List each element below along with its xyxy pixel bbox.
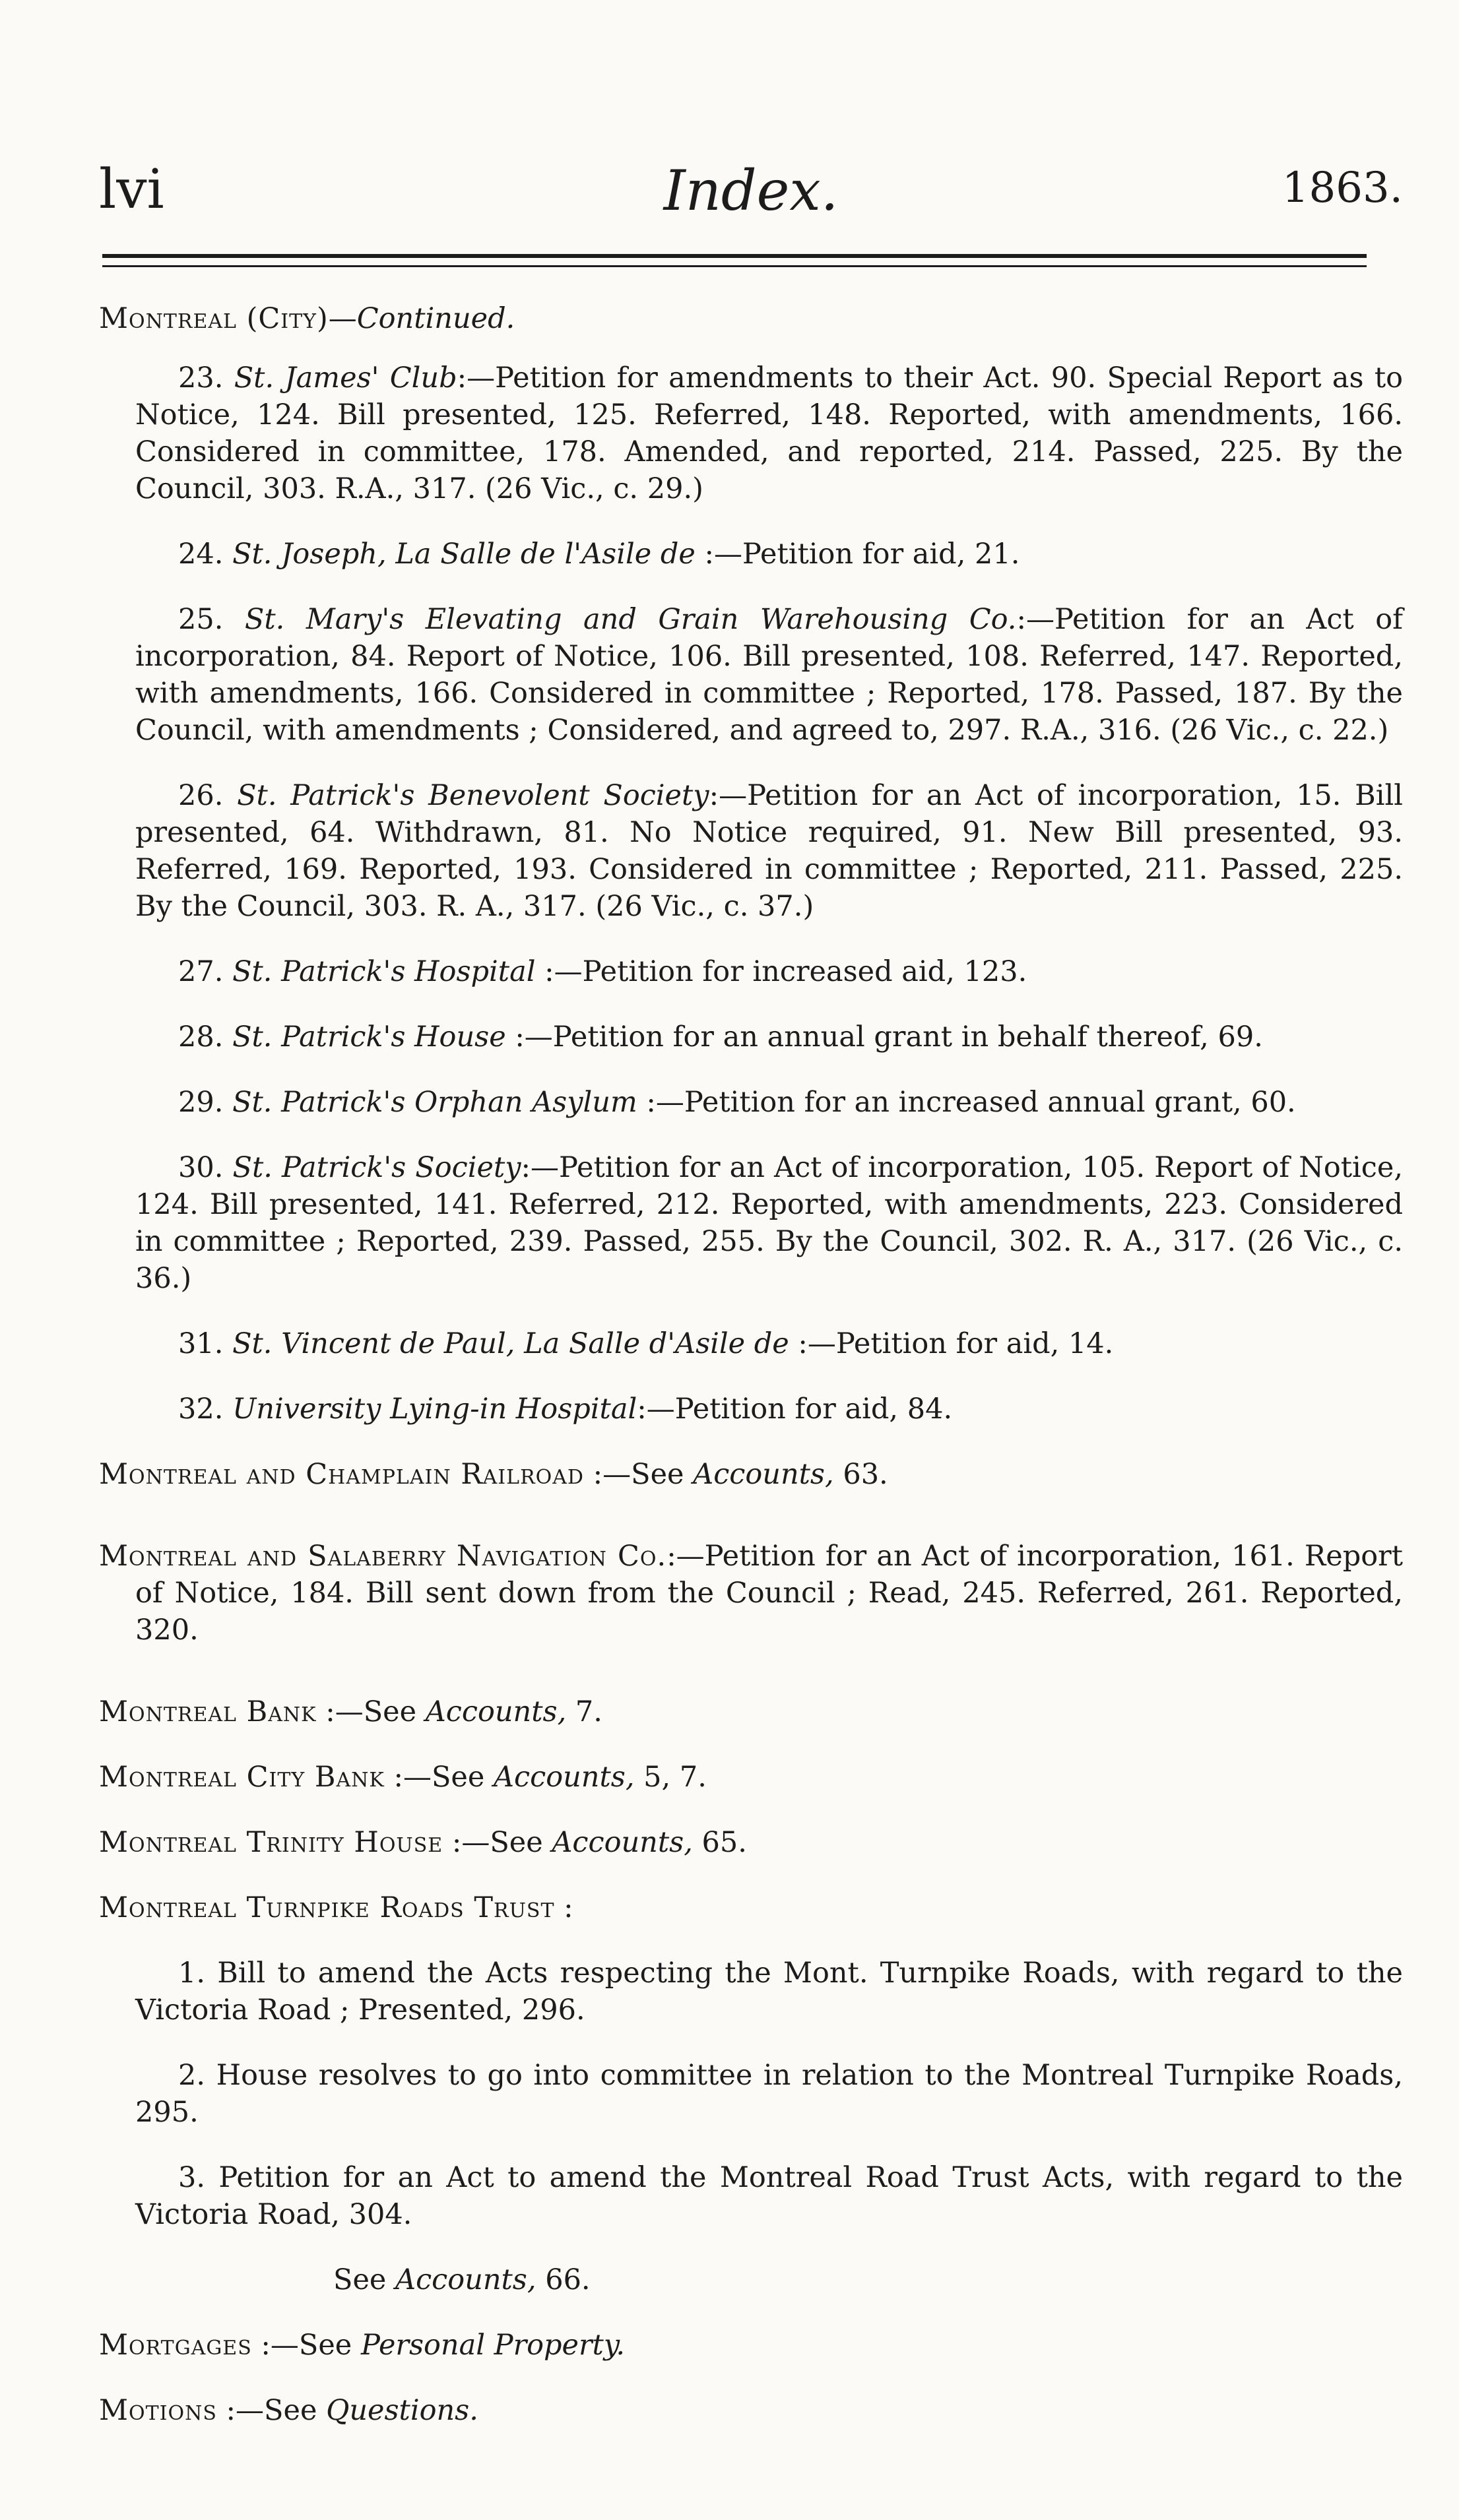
subentry-title: St. Patrick's Benevolent Society — [237, 779, 709, 812]
turnpike-see-also: See Accounts, 66. — [333, 2263, 591, 2296]
subentry-title: St. Patrick's House — [232, 1021, 506, 1054]
heading-name: Montreal (City) — [99, 302, 329, 335]
page-year: 1863. — [1281, 164, 1403, 212]
header-rule-thin — [102, 265, 1367, 267]
index-subentry: 28. St. Patrick's House :—Petition for an annual grant in behalf thereof, 69. — [178, 1021, 1263, 1054]
index-subentry: 32. University Lying-in Hospital:—Petition for aid, 84. — [178, 1393, 953, 1426]
subentry-title: St. Patrick's Society — [232, 1151, 521, 1184]
header-rule-thick — [102, 254, 1367, 258]
index-subentry: 1. Bill to amend the Acts respecting the Mont. Turnpike Roads, with regard to the Victoria Road ; Presented, 296. — [135, 1957, 1403, 2027]
index-subentry: 31. St. Vincent de Paul, La Salle d'Asile de :—Petition for aid, 14. — [178, 1327, 1114, 1360]
subentry-title: St. Mary's Elevating and Grain Warehousing Co. — [244, 603, 1017, 636]
subentry-title: St. Patrick's Orphan Asylum — [232, 1086, 637, 1119]
index-subentry: 2. House resolves to go into committee in relation to the Montreal Turnpike Roads, 295. — [135, 2059, 1403, 2129]
subentry-title: St. Vincent de Paul, La Salle d'Asile de — [232, 1327, 789, 1360]
index-subentry: 27. St. Patrick's Hospital :—Petition for increased aid, 123. — [178, 955, 1027, 988]
index-entry-trinity-house: Montreal Trinity House :—See Accounts, 65. — [99, 1826, 747, 1859]
index-subentry: 29. St. Patrick's Orphan Asylum :—Petition for an increased annual grant, 60. — [178, 1086, 1296, 1119]
index-entry-salaberry: Montreal and Salaberry Navigation Co.:—Petition for an Act of incorporation, 161. Report of Notice, 184. Bill sent down from the Council ; Read, 245. Referred, 261. Reported, 320. — [99, 1540, 1404, 1647]
running-title: Index. — [663, 158, 839, 223]
index-entry-mortgages: Mortgages :—See Personal Property. — [99, 2329, 626, 2362]
index-subentry: 26. St. Patrick's Benevolent Society:—Petition for an Act of incorporation, 15. Bill presented, 64. Withdrawn, 81. No Notice required, 91. New Bill presented, 93. Referred, 169. Reported, 193. Considered in committee ; Reported, 211. Passed, 225. By the Council, 303. R. A., 317. (26 Vic., c. 37.) — [135, 779, 1404, 923]
subentry-title: University Lying-in Hospital — [232, 1393, 637, 1426]
page-number: lvi — [99, 158, 164, 221]
page-header — [99, 158, 1403, 231]
index-subentry: 30. St. Patrick's Society:—Petition for an Act of incorporation, 105. Report of Notice, 124. Bill presented, 141. Referred, 212. Reported, with amendments, 223. Considered in committee ; Reported, 239. Passed, 255. By the Council, 302. R. A., 317. (26 Vic., c. 36.) — [135, 1151, 1403, 1295]
index-entry-city-bank: Montreal City Bank :—See Accounts, 5, 7. — [99, 1761, 707, 1794]
subentry-title: St. James' Club — [234, 362, 457, 394]
index-subentry: 23. St. James' Club:—Petition for amendments to their Act. 90. Special Report as to Notice, 124. Bill presented, 125. Referred, 148. Reported, with amendments, 166. Considered in committee, 178. Amended, and reported, 214. Passed, 225. By the Council, 303. R.A., 317. (26 Vic., c. 29.) — [135, 362, 1403, 505]
index-entry-turnpike: Montreal Turnpike Roads Trust : — [99, 1891, 573, 1924]
index-entry-motions: Motions :—See Questions. — [99, 2394, 478, 2427]
index-subentry: 24. St. Joseph, La Salle de l'Asile de :—Petition for aid, 21. — [178, 538, 1020, 571]
subentry-title: St. Joseph, La Salle de l'Asile de — [232, 538, 696, 571]
index-subentry: 3. Petition for an Act to amend the Montreal Road Trust Acts, with regard to the Victoria Road, 304. — [135, 2161, 1403, 2231]
continued-label: Continued. — [356, 302, 515, 335]
index-entry-bank: Montreal Bank :—See Accounts, 7. — [99, 1695, 602, 1728]
continued-heading: Montreal (City)—Continued. — [99, 302, 515, 335]
index-body — [99, 300, 1403, 2457]
subentry-title: St. Patrick's Hospital — [232, 955, 536, 988]
index-entry-champlain: Montreal and Champlain Railroad :—See Accounts, 63. — [99, 1458, 888, 1491]
index-subentry: 25. St. Mary's Elevating and Grain Warehousing Co.:—Petition for an Act of incorporation, 84. Report of Notice, 106. Bill presented, 108. Referred, 147. Reported, with amendments, 166. Considered in committee ; Reported, 178. Passed, 187. By the Council, with amendments ; Considered, and agreed to, 297. R.A., 316. (26 Vic., c. 22.) — [135, 603, 1403, 747]
